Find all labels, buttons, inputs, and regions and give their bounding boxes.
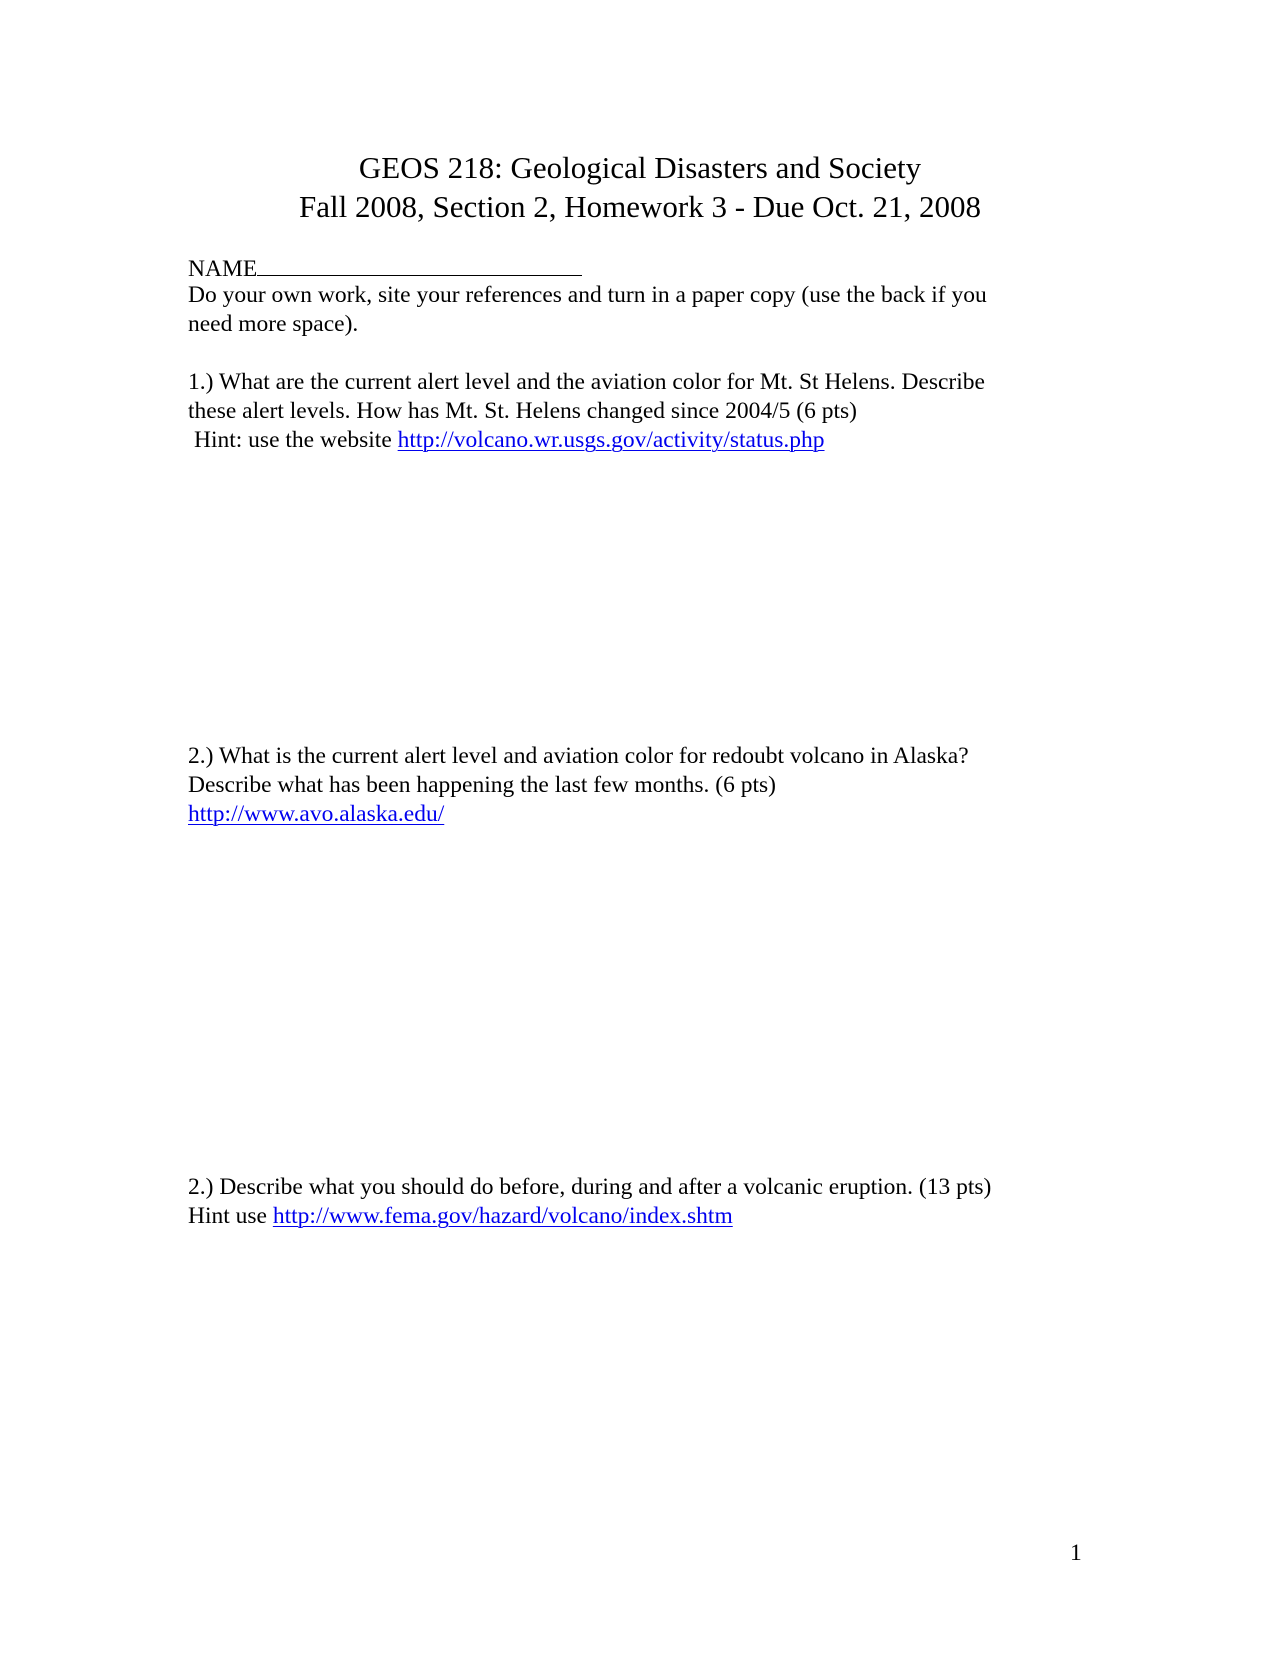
question-3-hint-text: Hint use <box>188 1203 273 1229</box>
question-3-hint <box>188 1202 1088 1231</box>
question-1-line-2: these alert levels. How has Mt. St. Helens changed since 2004/5 (6 pts) <box>188 398 857 424</box>
course-title: GEOS 218: Geological Disasters and Society <box>358 150 922 185</box>
question-3-line-1: 2.) Describe what you should do before, during and after a volcanic eruption. (13 pts) <box>188 1174 992 1200</box>
instructions-line-2: need more space). <box>188 311 359 337</box>
question-2-link[interactable]: http://www.avo.alaska.edu/ <box>188 801 445 827</box>
question-3 <box>188 1173 1088 1231</box>
question-2-link-line <box>188 800 1088 829</box>
question-2-line-1: 2.) What is the current alert level and aviation color for redoubt volcano in Alaska? <box>188 743 969 769</box>
document-title <box>0 148 1280 226</box>
question-1-line-1: 1.) What are the current alert level and the aviation color for Mt. St Helens. Describe <box>188 369 985 395</box>
question-2-line-2: Describe what has been happening the last few months. (6 pts) <box>188 772 776 798</box>
instructions-line-1: Do your own work, site your references and turn in a paper copy (use the back if you <box>188 282 987 308</box>
assignment-title: Fall 2008, Section 2, Homework 3 - Due Oct. 21, 2008 <box>299 189 981 224</box>
question-1-link[interactable]: http://volcano.wr.usgs.gov/activity/status.php <box>397 427 825 453</box>
name-field <box>188 253 1088 284</box>
name-blank-line <box>257 253 582 276</box>
page-number: 1 <box>1070 1540 1082 1566</box>
instructions <box>188 281 1088 339</box>
question-2 <box>188 742 1088 829</box>
question-3-link[interactable]: http://www.fema.gov/hazard/volcano/index.shtm <box>272 1203 733 1229</box>
name-label: NAME <box>188 256 258 282</box>
question-1-hint <box>188 426 1088 455</box>
question-1 <box>188 368 1088 455</box>
question-1-hint-text: Hint: use the website <box>194 427 398 453</box>
